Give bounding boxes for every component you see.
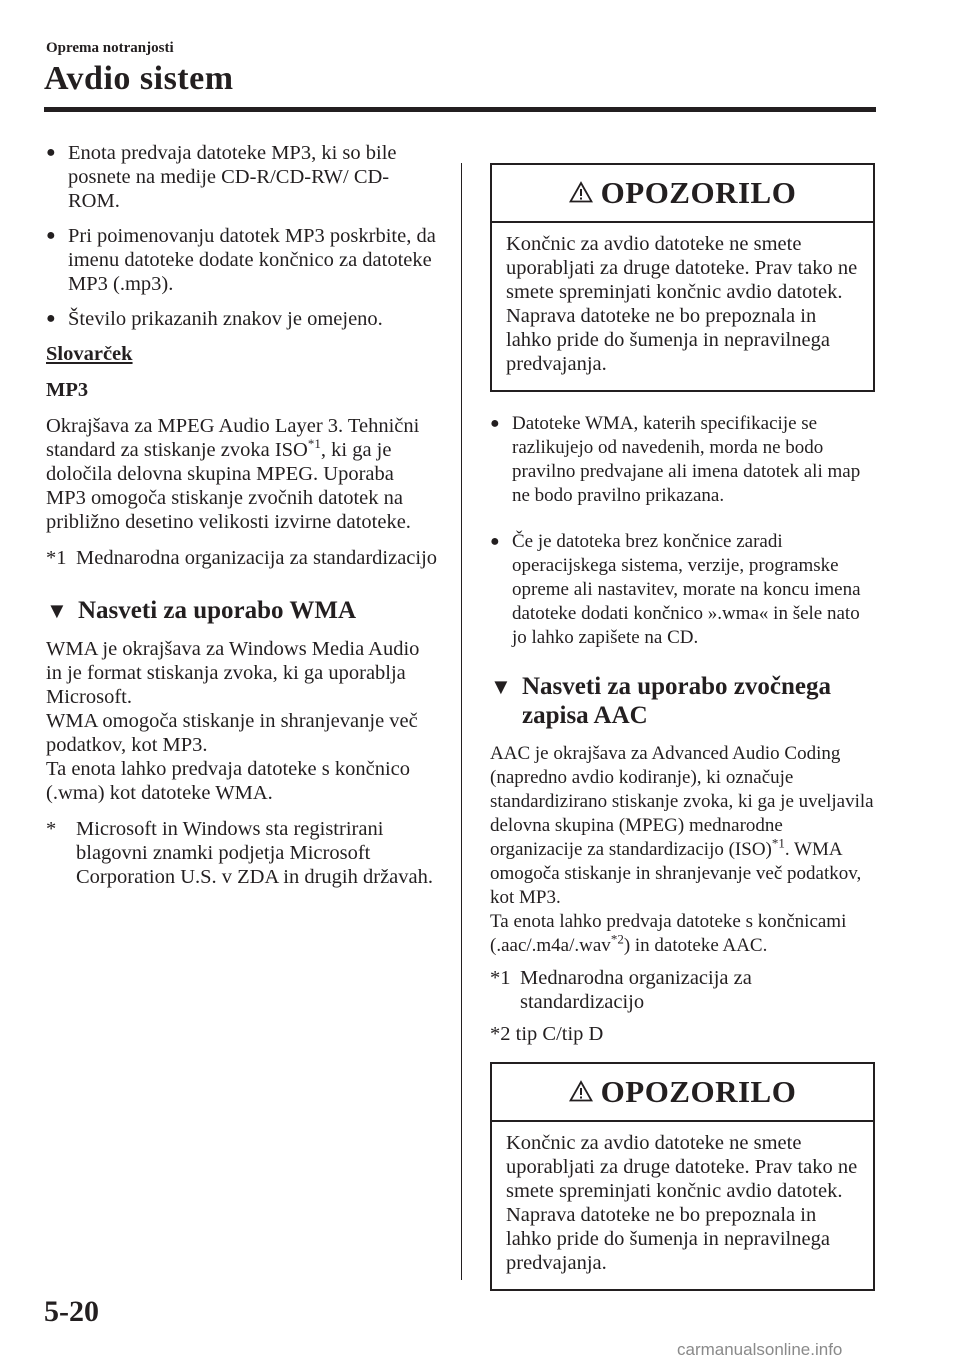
page-number: 5-20 — [44, 1295, 99, 1328]
bullet-icon: ● — [490, 533, 500, 550]
triangle-down-icon: ▼ — [46, 598, 68, 623]
list-item: ● Če je datoteka brez končnice zaradi operacijskega sistema, verzije, programske opreme ali nastavitev, morate na koncu imena datoteke dodati končnico ».wma« in šele nato jo lahko zapišete na CD. — [490, 531, 861, 648]
right-column — [490, 163, 875, 1311]
wma-paragraph: WMA je okrajšava za Windows Media Audio in je format stiskanja zvoka, ki ga uporablja Microsoft. WMA omogoča stiskanje in shranjevanje več podatkov, kot MP3. Ta enota lahko predvaja datoteke s končnico (.wma) kot datoteke WMA. — [46, 638, 420, 804]
triangle-down-icon: ▼ — [490, 674, 512, 699]
column-divider — [461, 163, 462, 1280]
header-section-label: Oprema notranjosti — [46, 40, 174, 56]
bullet-icon: ● — [490, 415, 500, 432]
warning-triangle-icon — [569, 181, 593, 205]
left-column — [46, 141, 438, 899]
footnote: *2 tip C/tip D — [490, 1023, 604, 1045]
list-item: ● Število prikazanih znakov je omejeno. — [46, 308, 383, 330]
bullet-icon: ● — [46, 310, 56, 327]
warning-triangle-icon — [569, 1080, 593, 1104]
header-rule — [44, 107, 876, 112]
warning-text: Končnic za avdio datoteke ne smete uporabljati za druge datoteke. Prav tako ne smete spreminjati končnic avdio datotek. Naprava datoteke ne bo prepoznala in lahko pride do šumenja in nepravilnega predvajanja. — [506, 233, 858, 375]
footnote-ref: *2 — [610, 931, 624, 947]
bullet-icon: ● — [46, 227, 56, 244]
warning-header: OPOZORILO — [492, 165, 873, 223]
section-heading-aac: ▼ Nasveti za uporabo zvočnega zapisa AAC — [490, 673, 831, 729]
aac-paragraph: AAC je okrajšava za Advanced Audio Coding (napredno avdio kodiranje), ki označuje standardizirano stiskanje zvoka, ki ga je uveljavila delovna skupina (MPEG) mednarodne organizacije za standardizacijo (ISO)$^{*1}$. WMA omogoča stiskanje in shranjevanje več podatkov, kot MP3. Ta enota lahko predvaja datoteke s končnicami (.aac/.m4a/.wav$^{*2}$) in datoteke AAC. — [490, 743, 874, 956]
watermark: carmanualsonline.info — [677, 1340, 843, 1359]
footnote: *1 Mednarodna organizacija za standardizacijo — [490, 967, 752, 1013]
list-item: ● Enota predvaja datoteke MP3, ki so bile posnete na medije CD-R/CD-RW/ CD-ROM. — [46, 142, 397, 212]
warning-text: Končnic za avdio datoteke ne smete uporabljati za druge datoteke. Prav tako ne smete spreminjati končnic avdio datotek. Naprava datoteke ne bo prepoznala in lahko pride do šumenja in nepravilnega predvajanja. — [506, 1132, 858, 1274]
glossary-term: MP3 — [46, 379, 89, 401]
mp3-definition: Okrajšava za MPEG Audio Layer 3. Tehnični standard za stiskanje zvoka ISO$^{*1}$, ki ga je določila delovna skupina MPEG. Uporaba MP3 omogoča stiskanje zvočnih datotek na približno desetino velikosti izvirne datoteke. — [46, 415, 420, 533]
footnote-ref: *1 — [307, 436, 321, 452]
list-item: ● Pri poimenovanju datotek MP3 poskrbite, da imenu datoteke dodate končnico za datoteke MP3 (.mp3). — [46, 225, 436, 295]
list-item: ● Datoteke WMA, katerih specifikacije se razlikujejo od navedenih, morda ne bodo pravilno predvajane ali imena datotek ali map ne bodo pravilno prikazana. — [490, 413, 861, 506]
warning-box — [490, 163, 875, 392]
bullet-icon: ● — [46, 144, 56, 161]
glossary-heading: Slovarček — [46, 343, 133, 365]
footnote: *1 Mednarodna organizacija za standardizacijo — [46, 547, 438, 569]
footnote-ref: *1 — [771, 835, 785, 851]
warning-header: OPOZORILO — [492, 1064, 873, 1122]
trademark-note: * Microsoft in Windows sta registrirani blagovni znamki podjetja Microsoft Corporation U.S. v ZDA in drugih državah. — [46, 818, 433, 888]
section-heading-wma: ▼ Nasveti za uporabo WMA — [46, 597, 357, 624]
warning-box — [490, 1062, 875, 1291]
page-title: Avdio sistem — [44, 60, 234, 97]
